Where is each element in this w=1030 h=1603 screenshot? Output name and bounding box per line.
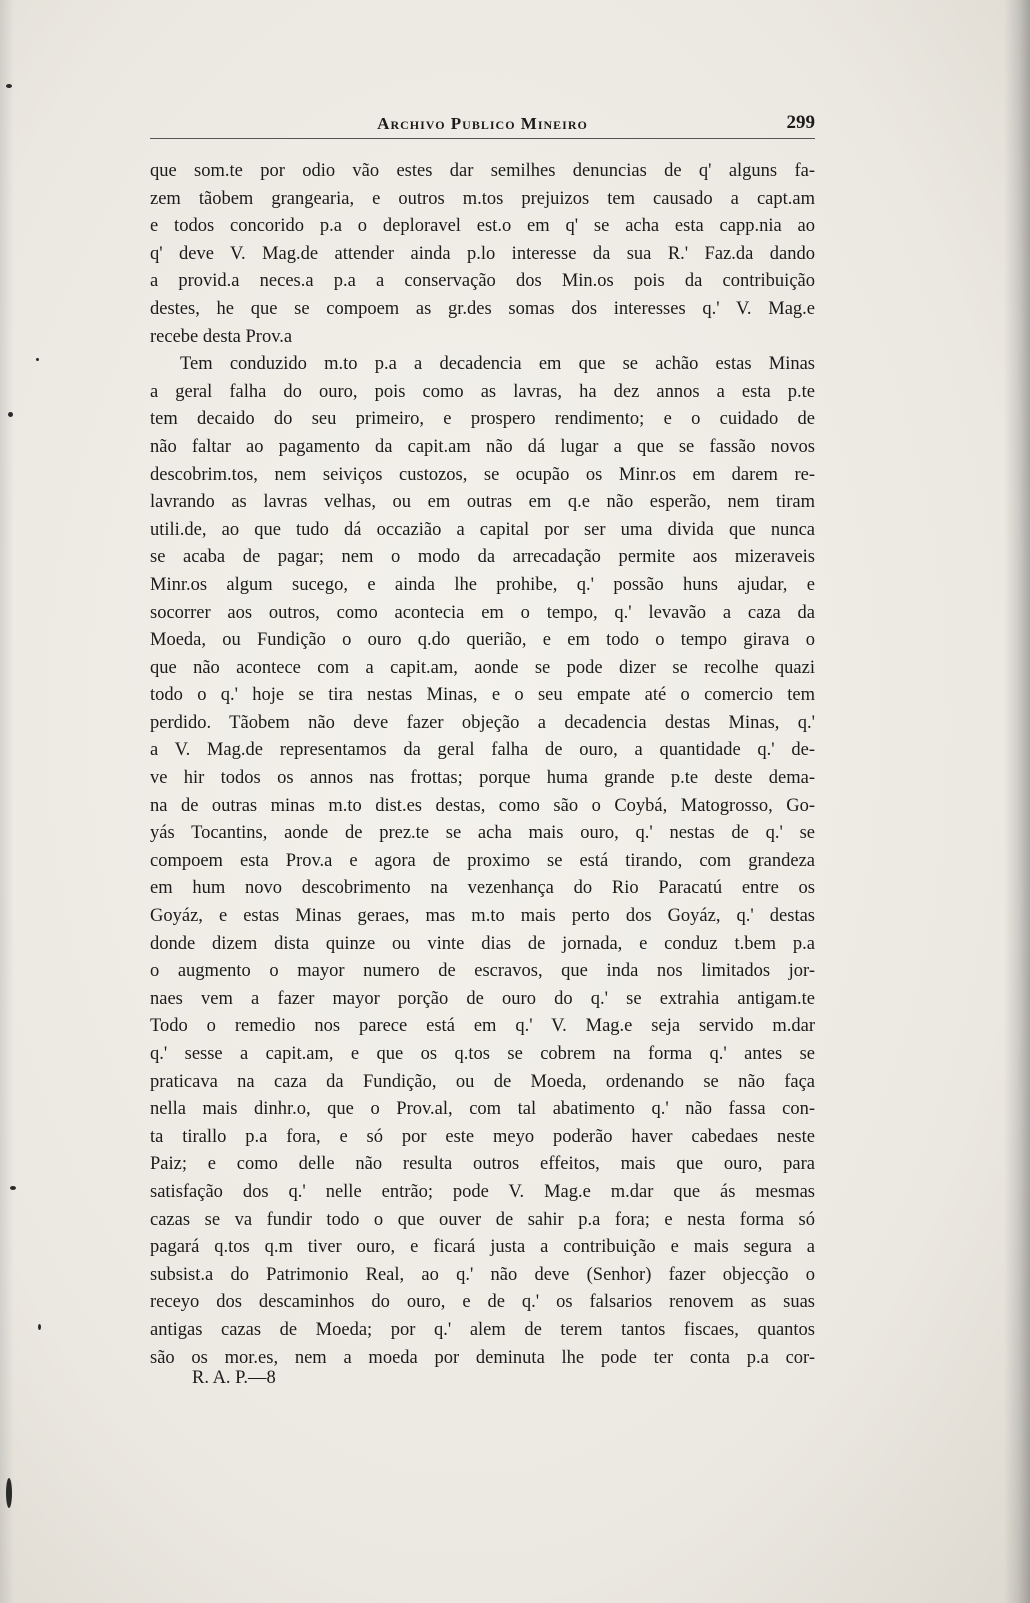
page-edge-shadow-right: [1004, 0, 1030, 1603]
scan-speck: [6, 1478, 12, 1508]
text-line: Todo o remedio nos parece está em q.' V. Mag.e seja servido m.dar: [150, 1016, 815, 1037]
text-line: em hum novo descobrimento na vezenhança do Rio Paracatú entre os: [150, 878, 815, 899]
text-line: a provid.a neces.a p.a a conservação dos Min.os pois da contribuição: [150, 271, 815, 292]
scan-speck: [6, 84, 12, 88]
text-line: descobrim.tos, nem seiviços custozos, se ocupão os Minr.os em darem re-: [150, 464, 815, 485]
text-line: cazas se va fundir todo o que ouver de sahir p.a fora; e nesta forma só: [150, 1209, 815, 1230]
scan-speck: [36, 358, 39, 361]
text-line: destes, he que se compoem as gr.des somas dos interesses q.' V. Mag.e: [150, 298, 815, 319]
text-line: zem tãobem grangearia, e outros m.tos prejuizos tem causado a capt.am: [150, 188, 815, 209]
text-line: que som.te por odio vão estes dar semilhes denuncias de q' alguns fa-: [150, 161, 815, 181]
body-text: [150, 158, 815, 1372]
text-line: yás Tocantins, aonde de prez.te se acha mais ouro, q.' nestas de q.' se: [150, 823, 815, 844]
text-line: tem decaido do seu primeiro, e prospero rendimento; e o cuidado de: [150, 409, 815, 430]
scan-speck: [10, 1186, 16, 1190]
text-line: recebe desta Prov.a: [150, 326, 293, 347]
text-line: receyo dos descaminhos do ouro, e de q.' os falsarios renovem as suas: [150, 1292, 815, 1313]
text-line: lavrando as lavras velhas, ou em outras em q.e não esperão, nem tiram: [150, 492, 815, 513]
text-line: Goyáz, e estas Minas geraes, mas m.to mais perto dos Goyáz, q.' destas: [150, 906, 815, 927]
scan-speck: [8, 412, 13, 417]
text-line: Minr.os algum sucego, e ainda lhe prohibe, q.' possão huns ajudar, e: [150, 574, 815, 595]
text-line: naes vem a fazer mayor porção de ouro do q.' se extrahia antigam.te: [150, 988, 815, 1009]
text-line: a geral falha do ouro, pois como as lavras, ha dez annos a esta p.te: [150, 381, 815, 402]
text-line: se acaba de pagar; nem o modo da arrecadação permite aos mizeraveis: [150, 547, 815, 568]
text-line: socorrer aos outros, como acontecia em o tempo, q.' levavão a caza da: [150, 602, 815, 623]
text-line: praticava na caza da Fundição, ou de Moeda, ordenando se não faça: [150, 1071, 815, 1092]
page-header: [150, 112, 815, 139]
text-line: ve hir todos os annos nas frottas; porque huma grande p.te deste dema-: [150, 768, 815, 789]
text-line: na de outras minas m.to dist.es destas, como são o Coybá, Matogrosso, Go-: [150, 795, 815, 816]
text-line: são os mor.es, nem a moeda por deminuta lhe pode ter conta p.a cor-: [150, 1347, 815, 1368]
text-line: subsist.a do Patrimonio Real, ao q.' não deve (Senhor) fazer objecção o: [150, 1264, 815, 1285]
text-line: e todos concorido p.a o deploravel est.o em q' se acha esta capp.nia ao: [150, 216, 815, 237]
text-line: satisfação dos q.' nelle entrão; pode V. Mag.e m.dar que ás mesmas: [150, 1181, 815, 1202]
text-line: todo o q.' hoje se tira nestas Minas, e o seu empate até o comercio tem: [150, 685, 815, 706]
text-line: antigas cazas de Moeda; por q.' alem de terem tantos fiscaes, quantos: [150, 1319, 815, 1340]
page-number: 299: [786, 112, 815, 133]
scan-speck: [38, 1324, 41, 1330]
text-line: perdido. Tãobem não deve fazer objeção a decadencia destas Minas, q.': [150, 712, 815, 733]
text-line: o augmento o mayor numero de escravos, que inda nos limitados jor-: [150, 961, 815, 982]
text-line: não faltar ao pagamento da capit.am não dá lugar a que se fassão novos: [150, 436, 815, 457]
text-line: nella mais dinhr.o, que o Prov.al, com tal abatimento q.' não fassa con-: [150, 1099, 815, 1120]
text-line: Moeda, ou Fundição o ouro q.do querião, e em todo o tempo girava o: [150, 630, 815, 651]
text-line: que não acontece com a capit.am, aonde se pode dizer se recolhe quazi: [150, 657, 815, 678]
text-line: pagará q.tos q.m tiver ouro, e ficará justa a contribuição e mais segura a: [150, 1237, 815, 1258]
page-edge-shadow-left: [0, 0, 14, 1603]
running-title: Archivo Publico Mineiro: [377, 114, 588, 133]
text-line: a V. Mag.de representamos da geral falha de ouro, a quantidade q.' de-: [150, 740, 815, 761]
text-line: Paiz; e como delle não resulta outros effeitos, mais que ouro, para: [150, 1154, 815, 1175]
text-line: donde dizem dista quinze ou vinte dias de jornada, e conduz t.bem p.a: [150, 933, 815, 954]
text-line: Tem conduzido m.to p.a a decadencia em que se achão estas Minas: [180, 354, 815, 375]
text-line: q' deve V. Mag.de attender ainda p.lo interesse da sua R.' Faz.da dando: [150, 243, 815, 264]
signature-mark: R. A. P.—8: [192, 1368, 276, 1388]
text-line: q.' sesse a capit.am, e que os q.tos se cobrem na forma q.' antes se: [150, 1044, 815, 1064]
text-line: ta tirallo p.a fora, e só por este meyo poderão haver cabedaes neste: [150, 1126, 815, 1147]
text-line: utili.de, ao que tudo dá occazião a capital por ser uma divida que nunca: [150, 519, 815, 540]
text-line: compoem esta Prov.a e agora de proximo se está tirando, com grandeza: [150, 850, 815, 871]
